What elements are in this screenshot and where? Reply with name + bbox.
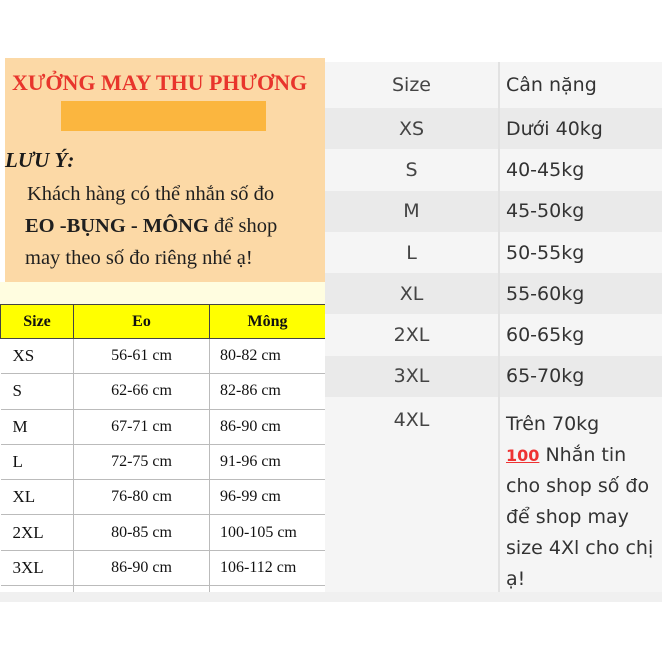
- cell-weight: Dưới 40kg: [506, 117, 603, 140]
- table-row: [325, 149, 662, 190]
- header-weight: Cân nặng: [506, 74, 597, 96]
- cell-hip: 82-86 cm: [210, 374, 326, 409]
- highlight-bar: [61, 101, 266, 131]
- weight-value: Trên 70kg: [506, 413, 600, 436]
- cell-size: S: [1, 374, 74, 409]
- cell-hip: 86-90 cm: [210, 409, 326, 444]
- header-size: Size: [325, 62, 499, 108]
- divider-strip: [0, 282, 325, 304]
- cell-size: M: [1, 409, 74, 444]
- cell-hip: 100-105 cm: [210, 515, 326, 550]
- cell-waist: 76-80 cm: [74, 480, 210, 515]
- notice-line-1: Khách hàng có thể nhắn số đo: [27, 183, 275, 205]
- shop-title: XƯỞNG MAY THU PHƯƠNG: [12, 70, 308, 95]
- cell-waist: 86-90 cm: [74, 550, 210, 585]
- cell-size: 3XL: [1, 550, 74, 585]
- table-row: [325, 191, 662, 232]
- notice-heading: LƯU Ý:: [5, 148, 75, 172]
- notice-box: [5, 58, 325, 282]
- cell-waist: 56-61 cm: [74, 339, 210, 374]
- cell-hip: 106-112 cm: [210, 550, 326, 585]
- cell-waist: 67-71 cm: [74, 409, 210, 444]
- cell-size: XS: [1, 339, 74, 374]
- cell-weight: 55-60kg: [506, 282, 585, 305]
- note-line-2: cho shop số đo: [506, 475, 650, 498]
- table-row: [325, 273, 662, 314]
- table-row: [1, 444, 326, 479]
- table-row: [1, 339, 326, 374]
- table-row: [325, 314, 662, 355]
- notice-line-3: may theo số đo riêng nhé ạ!: [25, 247, 253, 269]
- cell-size: 4XL: [325, 397, 499, 595]
- notice-line-2-rest: để shop: [208, 215, 278, 237]
- cell-size: 3XL: [325, 356, 499, 397]
- cell-weight-note: [499, 397, 662, 595]
- cell-size: XL: [1, 480, 74, 515]
- note-line-5: ạ!: [506, 568, 526, 591]
- cell-waist: 72-75 cm: [74, 444, 210, 479]
- cell-size: L: [1, 444, 74, 479]
- note-line-4: size 4Xl cho chị: [506, 537, 654, 560]
- header-hip: Mông: [210, 305, 326, 339]
- table-header-row: [1, 305, 326, 339]
- cell-size: 2XL: [325, 314, 499, 355]
- cell-size: XL: [325, 273, 499, 314]
- cell-weight: 60-65kg: [506, 324, 585, 347]
- note-line-1: 100 Nhắn tin: [506, 444, 627, 467]
- waist-hip-size-table: [0, 304, 326, 594]
- table-row: [325, 108, 662, 149]
- bottom-strip: [0, 592, 662, 602]
- table-row: [1, 515, 326, 550]
- table-row: [1, 374, 326, 409]
- hundred-points-icon: 100: [506, 446, 540, 466]
- cell-hip: 96-99 cm: [210, 480, 326, 515]
- table-row: [1, 480, 326, 515]
- cell-size: S: [325, 149, 499, 190]
- header-waist: Eo: [74, 305, 210, 339]
- cell-weight: 45-50kg: [506, 200, 585, 223]
- cell-waist: 62-66 cm: [74, 374, 210, 409]
- cell-size: 2XL: [1, 515, 74, 550]
- table-row: [325, 356, 662, 397]
- table-row: [325, 397, 662, 595]
- notice-bold-measurements: EO -BỤNG - MÔNG: [25, 215, 209, 237]
- weight-size-table: [325, 62, 662, 595]
- table-row: [325, 232, 662, 273]
- header-size: Size: [1, 305, 74, 339]
- weight-size-panel: [325, 62, 662, 592]
- cell-size: XS: [325, 108, 499, 149]
- cell-size: M: [325, 191, 499, 232]
- cell-weight: 40-45kg: [506, 158, 585, 181]
- cell-size: L: [325, 232, 499, 273]
- table-row: [1, 409, 326, 444]
- cell-hip: 91-96 cm: [210, 444, 326, 479]
- cell-waist: 80-85 cm: [74, 515, 210, 550]
- cell-hip: 80-82 cm: [210, 339, 326, 374]
- table-header-row: [325, 62, 662, 108]
- notice-line-2: [5, 210, 325, 242]
- note-line-3: để shop may: [506, 506, 629, 529]
- table-row: [1, 550, 326, 585]
- cell-weight: 65-70kg: [506, 365, 585, 388]
- cell-weight: 50-55kg: [506, 241, 585, 264]
- notice-body: [5, 178, 325, 274]
